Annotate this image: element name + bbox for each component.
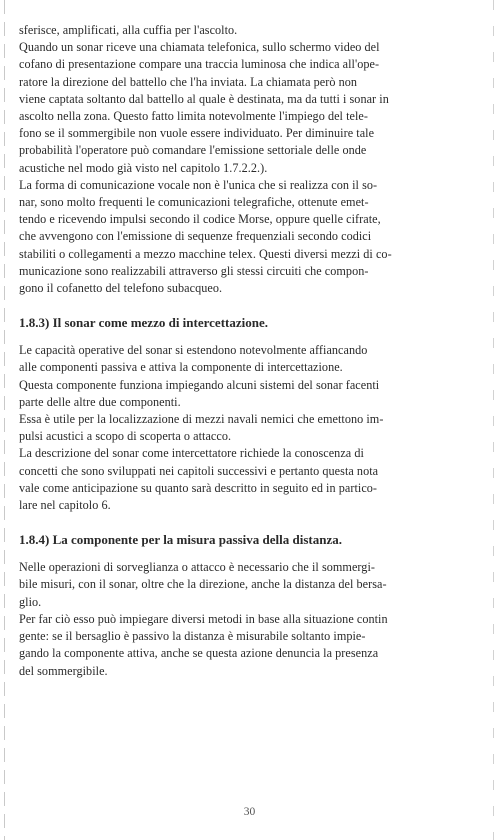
text-line: La forma di comunicazione vocale non è l'unica che si realizza con il so- [19, 177, 378, 192]
text-line: Essa è utile per la localizzazione di mezzi navali nemici che emettono im- [19, 412, 384, 427]
text-line: nar, sono molto frequenti le comunicazioni telegrafiche, ottenute emet- [19, 195, 369, 210]
text-line: Le capacità operative del sonar si estendono notevolmente affiancando [19, 343, 368, 358]
text-line: viene captata soltanto dal battello al quale è destinata, ma da tutti i sonar in [19, 91, 389, 106]
text-line: municazione sono realizzabili attraverso gli stessi circuiti che compon- [19, 263, 369, 278]
section-3-body [19, 559, 489, 679]
text-line: La descrizione del sonar come intercettatore richiede la conoscenza di [19, 446, 364, 461]
page-edge-left [4, 0, 5, 840]
text-line: glio. [19, 594, 42, 609]
page-edge-right [493, 0, 494, 840]
page-number: 30 [243, 806, 256, 818]
text-line: bile misuri, con il sonar, oltre che la direzione, anche la distanza del bersa- [19, 577, 387, 592]
text-line: gente: se il bersaglio è passivo la distanza è misurabile soltanto impie- [19, 629, 366, 644]
text-line: stabiliti o collegamenti a mezzo macchine telex. Questi diversi mezzi di co- [19, 246, 392, 261]
text-line: vale come anticipazione su quanto sarà descritto in seguito ed in partico- [19, 480, 378, 495]
text-line: gono il cofanetto del telefono subacqueo. [19, 281, 223, 296]
text-line: acustiche nel modo già visto nel capitolo 1.7.2.2.). [19, 160, 268, 175]
section-heading-1-8-3: 1.8.3) Il sonar come mezzo di intercettazione. [19, 315, 268, 331]
text-line: Questa componente funziona impiegando alcuni sistemi del sonar facenti [19, 377, 380, 392]
text-line: concetti che sono sviluppati nei capitoli successivi e pertanto questa nota [19, 463, 379, 478]
text-line: parte delle altre due componenti. [19, 394, 181, 409]
text-line: del sommergibile. [19, 663, 108, 678]
text-line: lare nel capitolo 6. [19, 498, 111, 513]
text-line: Nelle operazioni di sorveglianza o attacco è necessario che il sommergi- [19, 560, 375, 575]
page-content [19, 22, 489, 680]
text-line: che avvengono con l'emissione di sequenze frequenziali secondo codici [19, 229, 372, 244]
text-line: probabilità l'operatore può comandare l'emissione settoriale delle onde [19, 143, 367, 158]
section-heading-1-8-4: 1.8.4) La componente per la misura passiva della distanza. [19, 532, 342, 548]
text-line: ratore la direzione del battello che l'ha inviata. La chiamata però non [19, 74, 358, 89]
text-line: cofano di presentazione compare una traccia luminosa che indica all'ope- [19, 57, 380, 72]
text-line: Quando un sonar riceve una chiamata telefonica, sullo schermo video del [19, 40, 380, 55]
text-line: sferisce, amplificati, alla cuffia per l'ascolto. [19, 23, 238, 37]
text-line: ascolto nella zona. Questo fatto limita notevolmente l'impiego del tele- [19, 109, 368, 124]
text-line: gando la componente attiva, anche se questa azione denuncia la presenza [19, 646, 379, 661]
text-line: tendo e ricevendo impulsi secondo il codice Morse, oppure quelle cifrate, [19, 212, 381, 227]
text-line: pulsi acustici a scopo di scoperta o attacco. [19, 429, 232, 444]
section-2-body [19, 342, 489, 514]
text-line: fono se il sommergibile non vuole essere individuato. Per diminuire tale [19, 126, 375, 141]
section-1-body [19, 22, 489, 297]
text-line: Per far ciò esso può impiegare diversi metodi in base alla situazione contin [19, 611, 388, 626]
text-line: alle componenti passiva e attiva la componente di intercettazione. [19, 360, 343, 375]
